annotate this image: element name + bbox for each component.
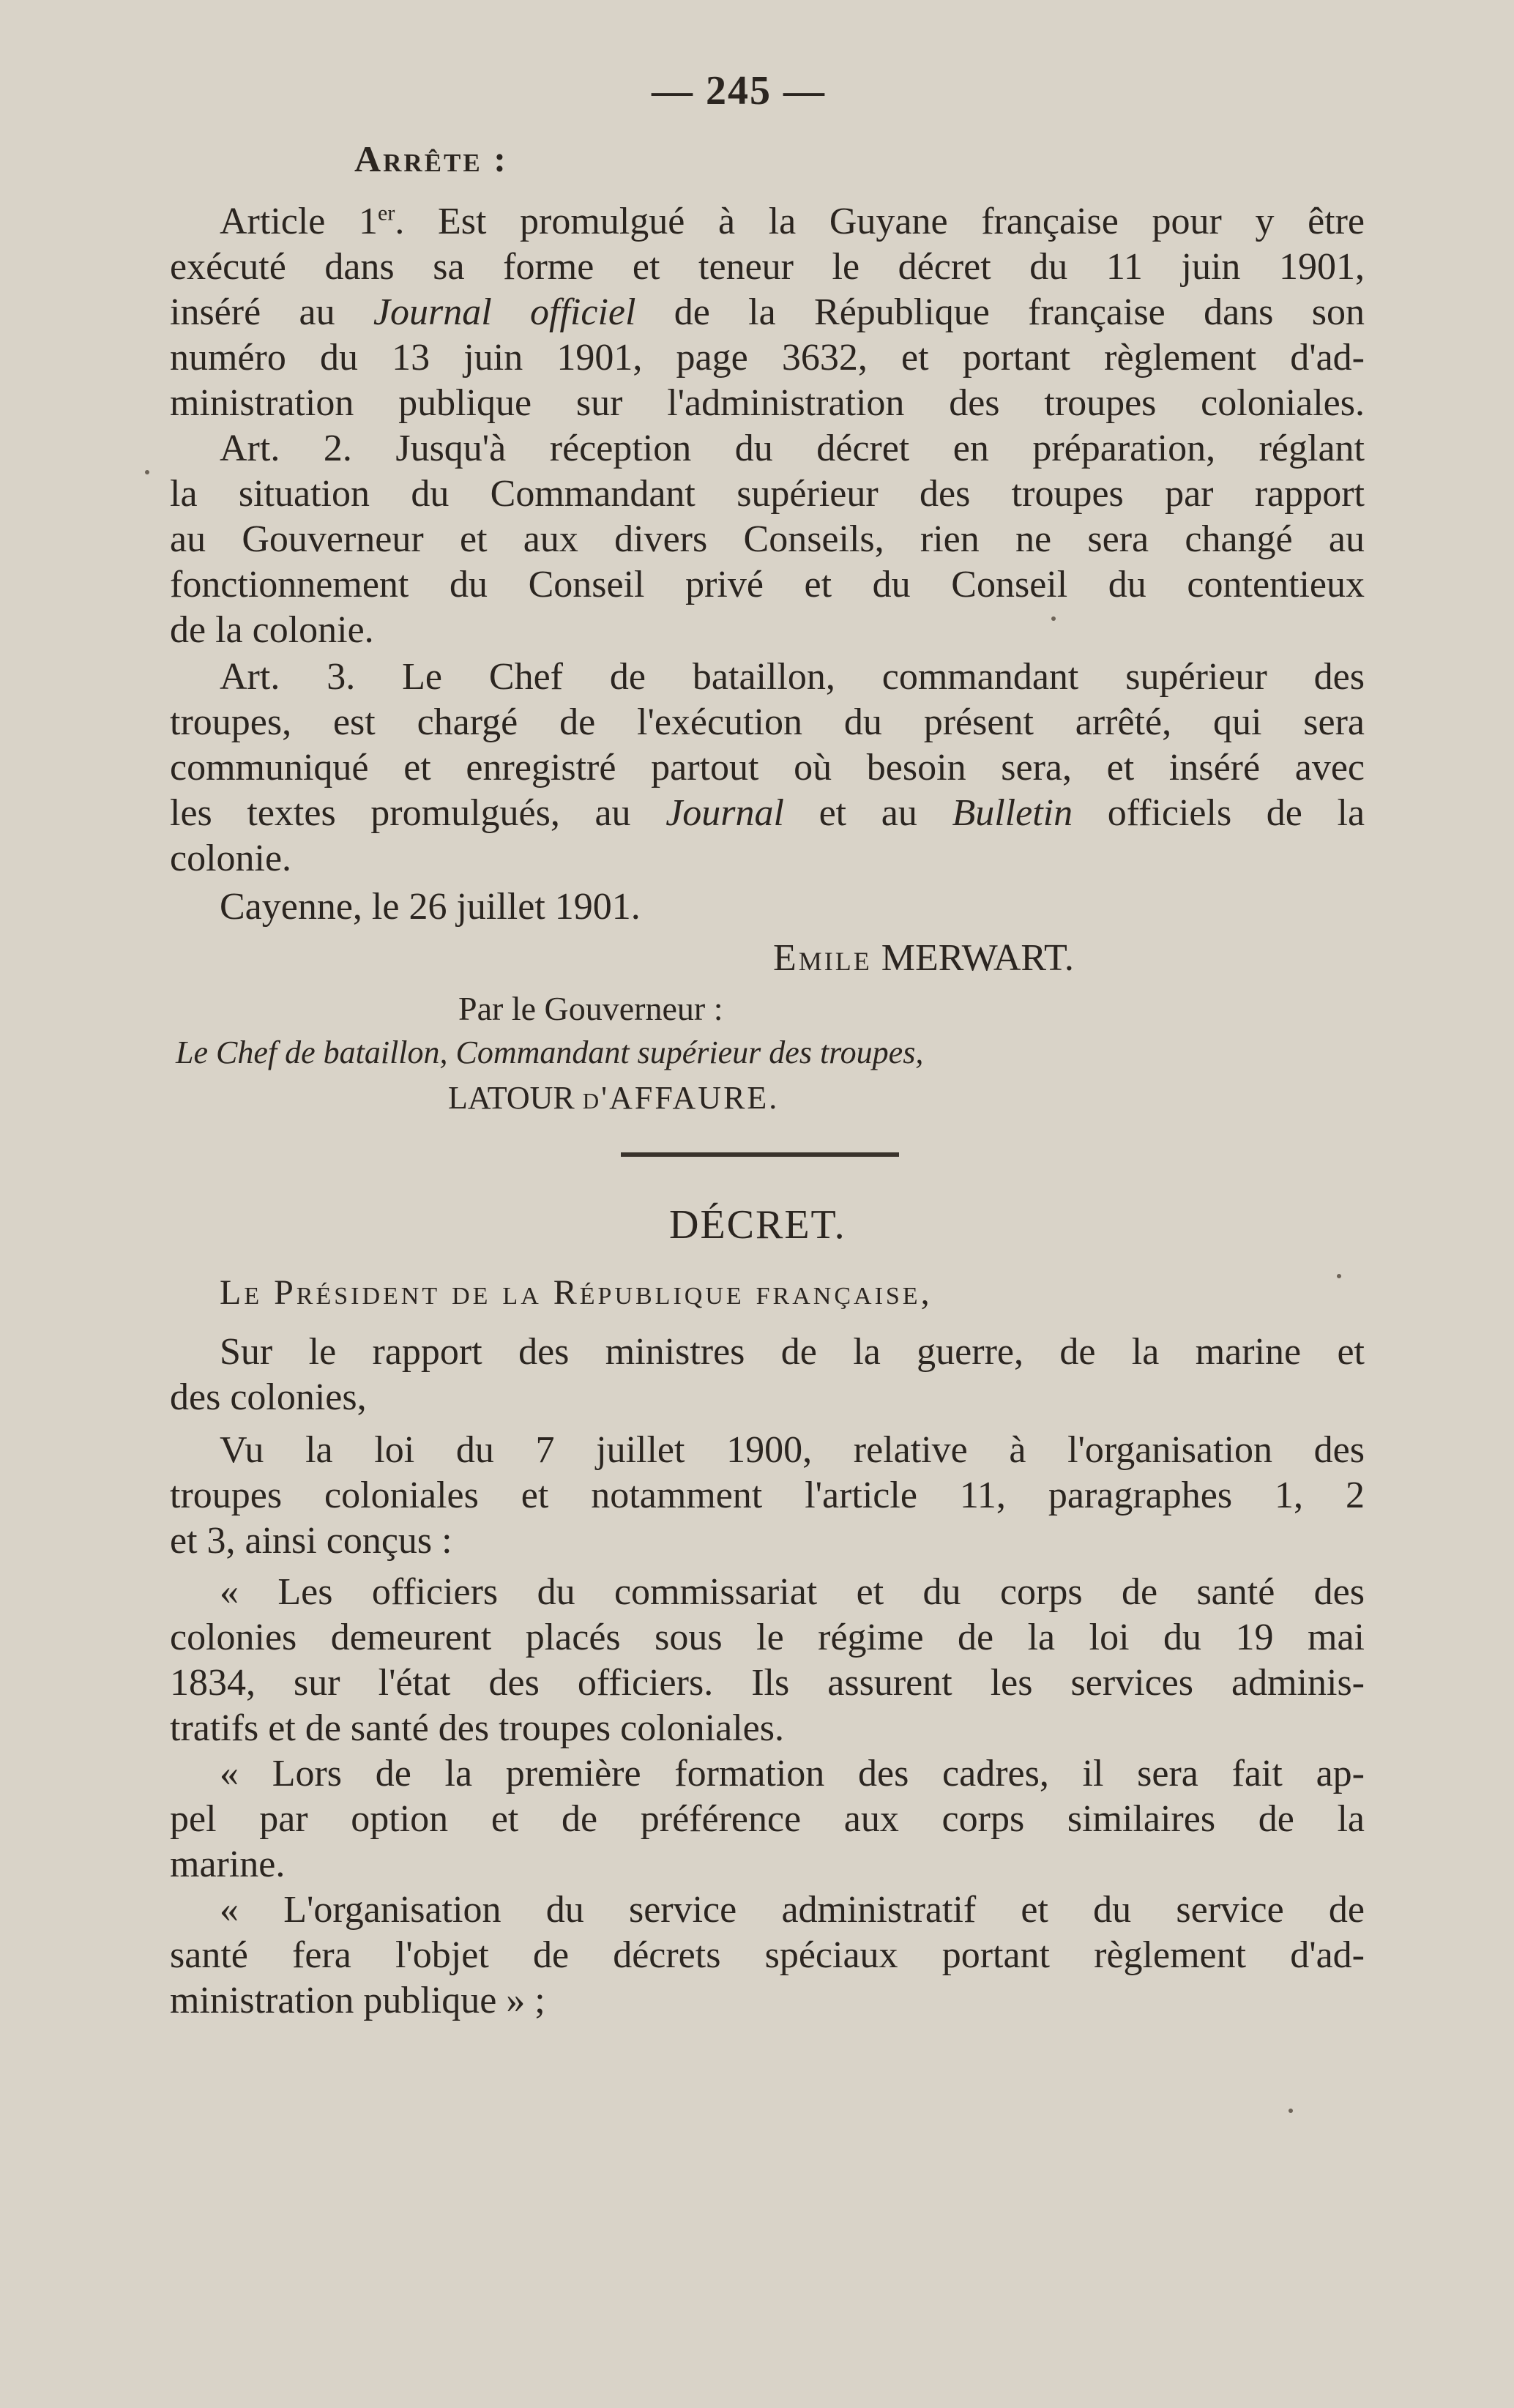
- quote-2-line-2: pel par option et de préférence aux corps similaires de la: [170, 1798, 1365, 1840]
- quote-3-line-1: « L'organisation du service administratif et du service de: [220, 1889, 1365, 1931]
- article-2-line-4: fonctionnement du Conseil privé et du Conseil du contentieux: [170, 564, 1365, 605]
- arrete-heading: Arrête :: [354, 138, 508, 179]
- loi-line-1: Vu la loi du 7 juillet 1900, relative à l'organisation des: [220, 1429, 1365, 1471]
- article-1-superscript: er: [378, 201, 395, 225]
- article-3-line-5: colonie.: [170, 838, 292, 879]
- article-2-line-1: Art. 2. Jusqu'à réception du décret en préparation, réglant: [220, 428, 1365, 469]
- article-1-line-3: inséré au Journal officiel de la République française dans son: [170, 291, 1365, 333]
- article-1-line-4: numéro du 13 juin 1901, page 3632, et portant règlement d'ad-: [170, 337, 1365, 379]
- journal-officiel-title: Journal officiel: [373, 291, 636, 333]
- chef-title: Le Chef de bataillon, Commandant supérieur des troupes,: [176, 1035, 924, 1070]
- loi-line-2: troupes coloniales et notamment l'article 11, paragraphes 1, 2: [170, 1475, 1365, 1516]
- article-2-line-5: de la colonie.: [170, 609, 374, 651]
- quote-1-line-2: colonies demeurent placés sous le régime de la loi du 19 mai: [170, 1617, 1365, 1658]
- quote-2-line-1: « Lors de la première formation des cadres, il sera fait ap-: [220, 1753, 1365, 1794]
- quote-2-line-3: marine.: [170, 1844, 286, 1885]
- par-le-gouverneur: Par le Gouverneur :: [458, 990, 723, 1027]
- page-number: — 245 —: [652, 68, 826, 113]
- quote-1-line-3: 1834, sur l'état des officiers. Ils assurent les services adminis-: [170, 1662, 1365, 1704]
- paper-speck: [1051, 616, 1056, 621]
- article-3-line-4: les textes promulgués, au Journal et au Bulletin officiels de la: [170, 792, 1365, 834]
- chef-name: LATOUR d'AFFAURE.: [448, 1080, 780, 1116]
- article-3-line-2: troupes, est chargé de l'exécution du présent arrêté, qui sera: [170, 701, 1365, 743]
- rapport-line-2: des colonies,: [170, 1376, 367, 1418]
- article-3-line-3: communiqué et enregistré partout où besoin sera, et inséré avec: [170, 747, 1365, 789]
- quote-1-line-1: « Les officiers du commissariat et du corps de santé des: [220, 1571, 1365, 1613]
- loi-line-3: et 3, ainsi conçus :: [170, 1520, 452, 1562]
- paper-speck: [1289, 2109, 1293, 2113]
- article-1-line-1: Article 1er. Est promulgué à la Guyane française pour y être: [220, 201, 1365, 242]
- paper-speck: [145, 470, 149, 474]
- article-2-line-3: au Gouverneur et aux divers Conseils, rien ne sera changé au: [170, 518, 1365, 560]
- article-1-label: Article 1: [220, 201, 378, 242]
- signatory: Emile MERWART.: [773, 937, 1074, 979]
- article-1-line-5: ministration publique sur l'administration des troupes coloniales.: [170, 382, 1365, 424]
- paper-speck: [1337, 1274, 1341, 1278]
- article-2-line-2: la situation du Commandant supérieur des troupes par rapport: [170, 473, 1365, 515]
- quote-3-line-2: santé fera l'objet de décrets spéciaux portant règlement d'ad-: [170, 1934, 1365, 1976]
- bulletin-title: Bulletin: [952, 792, 1073, 834]
- rapport-line-1: Sur le rapport des ministres de la guerre, de la marine et: [220, 1331, 1365, 1373]
- section-divider: [621, 1152, 899, 1157]
- president-line: Le Président de la République française,: [220, 1273, 933, 1312]
- quote-1-line-4: tratifs et de santé des troupes coloniales.: [170, 1707, 784, 1749]
- article-3-line-1: Art. 3. Le Chef de bataillon, commandant supérieur des: [220, 656, 1365, 698]
- article-1-line-2: exécuté dans sa forme et teneur le décret du 11 juin 1901,: [170, 246, 1365, 288]
- decret-heading: DÉCRET.: [669, 1202, 846, 1248]
- journal-title: Journal: [665, 792, 784, 834]
- quote-3-line-3: ministration publique » ;: [170, 1980, 545, 2021]
- place-date: Cayenne, le 26 juillet 1901.: [220, 886, 641, 928]
